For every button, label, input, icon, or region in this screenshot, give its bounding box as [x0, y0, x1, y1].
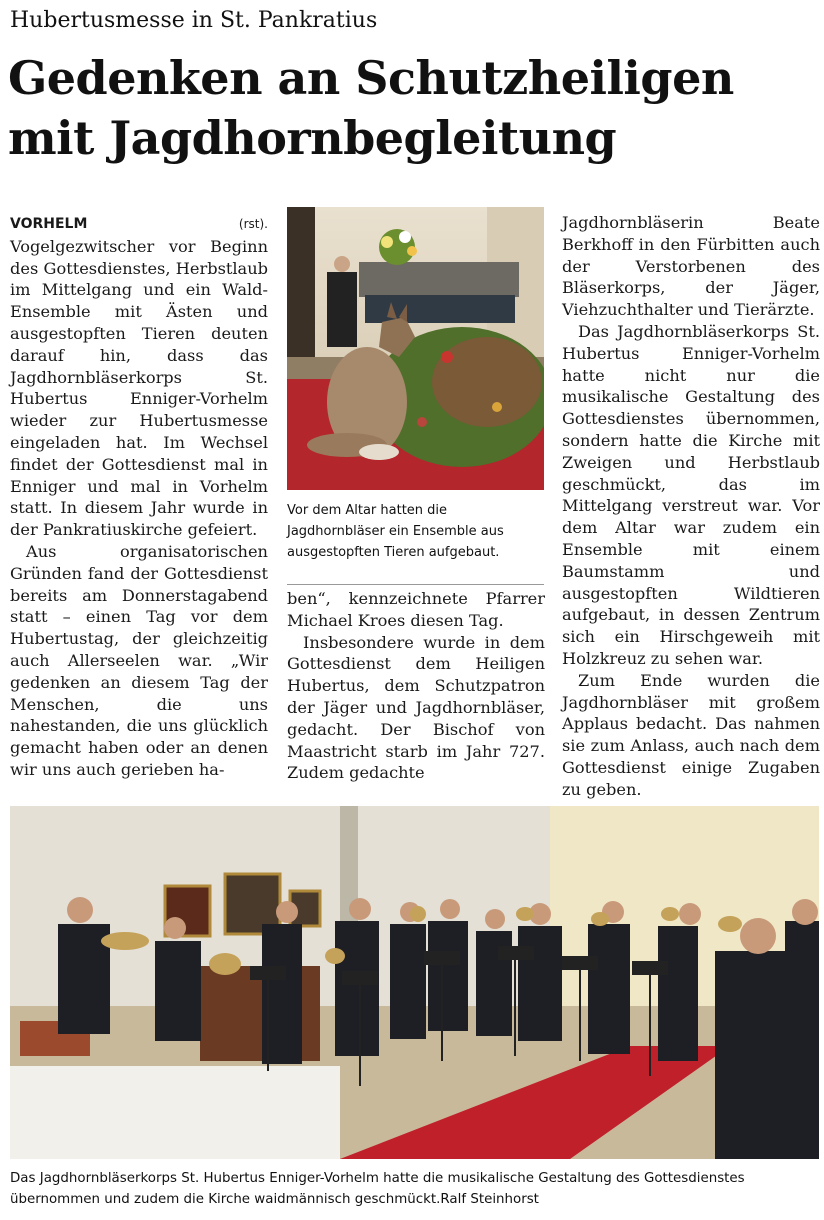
paragraph-text: Vogelgezwitscher vor Beginn des Gottesdienstes, Herbstlaub im Mittelgang und ein Wald-Ensemble mit Ästen und ausgestopften Tieren deuten darauf hin, dass das Jagdhornbläserkorps St. Hubertus Enniger-Vorhelm wieder zur Hubertusmesse eingeladen hat. Im Wechsel findet der Gottesdienst mal in Enniger und mal in Vorhelm statt. In diesem Jahr wurde in der Pankratiuskirche gefeiert.: [10, 236, 268, 540]
paragraph: [10, 212, 268, 541]
paragraph: Insbesondere wurde in dem Gottesdienst dem Heiligen Hubertus, dem Schutzpatron der Jäger und Jagdhornbläser, gedacht. Der Bischof von Maastricht starb im Jahr 727. Zudem gedachte: [287, 632, 545, 783]
paragraph: Das Jagdhornbläserkorps St. Hubertus Enniger-Vorhelm hatte nicht nur die musikalische Gestaltung des Gottesdienstes übernommen, sondern hatte die Kirche mit Zweigen und Herbstlaub geschmückt, das im Mittelgang verstreut war. Vor dem Altar war zudem ein Ensemble mit einem Baumstamm und ausgestopften Wildtieren aufgebaut, in dessen Zentrum sich ein Hirschgeweih mit Holzkreuz zu sehen war.: [562, 321, 820, 668]
caption-divider: [287, 584, 544, 585]
kicker: Hubertusmesse in St. Pankratius: [10, 8, 378, 33]
photo-altar-fox: [287, 207, 544, 490]
photo-horn-players: [10, 806, 819, 1159]
article-column-2: [287, 588, 545, 784]
paragraph: Jagdhornbläserin Beate Berkhoff in den Fürbitten auch der Verstorbenen des Bläserkorps, der Jäger, Viehzuchthalter und Tierärzte.: [562, 213, 820, 320]
photo-horn-players-caption: Das Jagdhornbläserkorps St. Hubertus Enniger-Vorhelm hatte die musikalische Gestaltung des Gottesdienstes übernommen und zudem die Kirche waidmännisch geschmückt.Ralf Steinhorst: [10, 1171, 745, 1207]
paragraph: Aus organisatorischen Gründen fand der Gottesdienst bereits am Donnerstagabend statt – einen Tag vor dem Hubertustag, der gleichzeitig auch Allerseelen war. „Wir gedenken an diesem Tag der Menschen, die uns nahestanden, die uns glücklich gemacht haben oder an denen wir uns auch gerieben ha-: [10, 541, 268, 779]
photo-altar-fox-image: [287, 207, 544, 490]
article-column-1: [10, 212, 268, 781]
article-column-3: [562, 212, 820, 801]
author-tag: (rst).: [238, 217, 268, 231]
photo-horn-players-image: [10, 806, 819, 1159]
paragraph: Zum Ende wurden die Jagdhornbläser mit großem Applaus bedacht. Das nahmen sie zum Anlass, auch nach dem Gottesdienst einige Zugaben zu geben.: [562, 670, 820, 799]
paragraph: ben“, kennzeichnete Pfarrer Michael Kroes diesen Tag.: [287, 589, 545, 630]
photo-altar-caption: Vor dem Altar hatten die Jagdhornbläser ein Ensemble aus ausgestopften Tieren aufgebaut.: [287, 503, 504, 560]
headline: Gedenken an Schutzheiligen mit Jagdhornbegleitung: [8, 51, 734, 165]
dateline: VORHELM: [10, 216, 88, 232]
